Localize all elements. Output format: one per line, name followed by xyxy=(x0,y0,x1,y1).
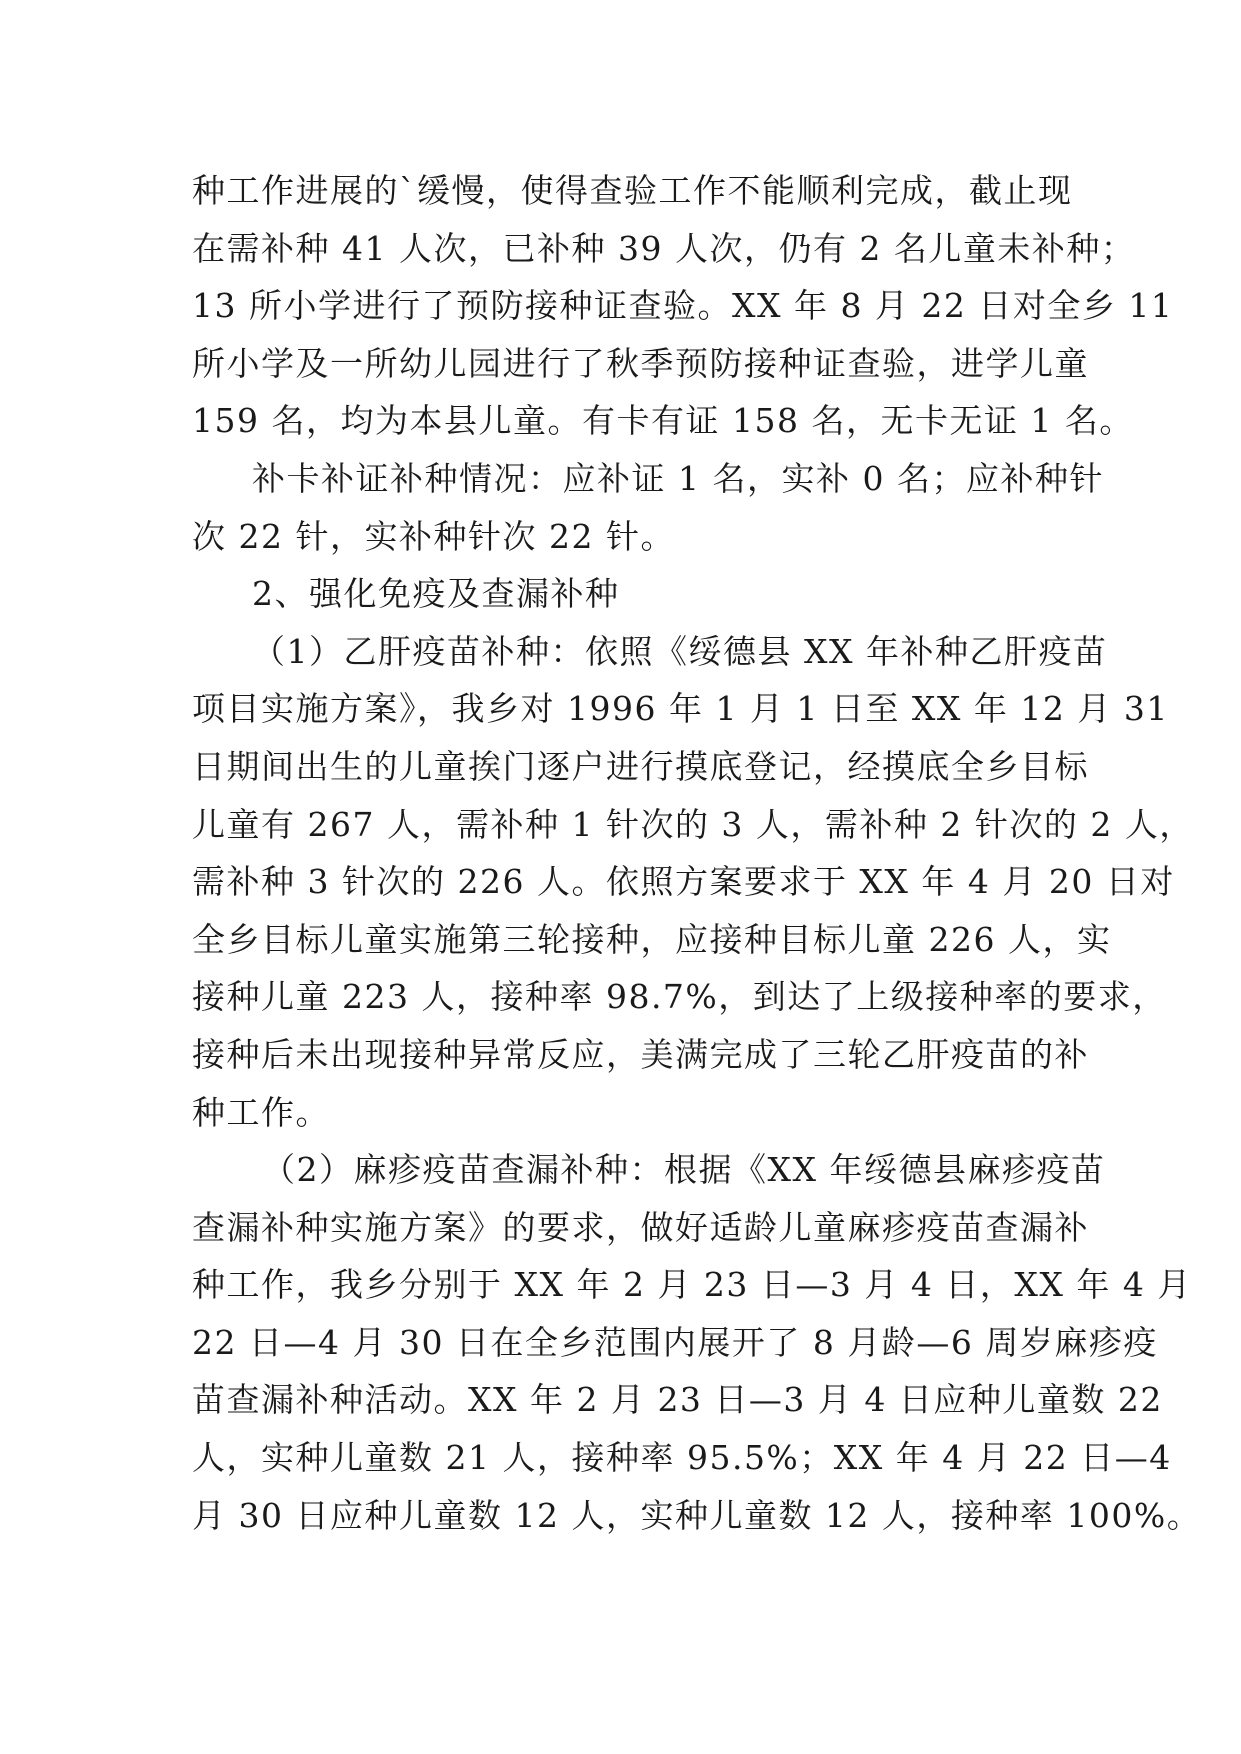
text-line: 接种儿童 223 人，接种率 98.7%，到达了上级接种率的要求， xyxy=(192,977,1167,1017)
text-line: 项目实施方案》，我乡对 1996 年 1 月 1 日至 XX 年 12 月 31 xyxy=(192,689,1169,729)
text-line: 全乡目标儿童实施第三轮接种，应接种目标儿童 226 人，实 xyxy=(192,919,1112,959)
text-line: 查漏补种实施方案》的要求，做好适龄儿童麻疹疫苗查漏补 xyxy=(192,1207,1089,1247)
paragraph-first-line: （2）麻疹疫苗查漏补种：根据《XX 年绥德县麻疹疫苗 xyxy=(262,1150,1106,1190)
paragraph-first-line: （1）乙肝疫苗补种：依照《绥德县 XX 年补种乙肝疫苗 xyxy=(252,631,1108,671)
text-line: 月 30 日应种儿童数 12 人，实种儿童数 12 人，接种率 100%。 xyxy=(192,1495,1202,1535)
text-line: 日期间出生的儿童挨门逐户进行摸底登记，经摸底全乡目标 xyxy=(192,746,1089,786)
text-line: 在需补种 41 人次，已补种 39 人次，仍有 2 名儿童未补种； xyxy=(192,228,1136,268)
text-line: 苗查漏补种活动。XX 年 2 月 23 日—3 月 4 日应种儿童数 22 xyxy=(192,1380,1163,1420)
text-line: 需补种 3 针次的 226 人。依照方案要求于 XX 年 4 月 20 日对 xyxy=(192,862,1175,902)
text-line: 种工作。 xyxy=(192,1092,330,1132)
paragraph-first-line: 补卡补证补种情况：应补证 1 名，实补 0 名；应补种针 xyxy=(252,458,1104,498)
body-text xyxy=(192,162,1202,1544)
text-line: 22 日—4 月 30 日在全乡范围内展开了 8 月龄—6 周岁麻疹疫 xyxy=(192,1322,1158,1362)
text-line: 种工作，我乡分别于 XX 年 2 月 23 日—3 月 4 日，XX 年 4 月 xyxy=(192,1265,1192,1305)
text-line: 儿童有 267 人，需补种 1 针次的 3 人，需补种 2 针次的 2 人， xyxy=(192,804,1194,844)
text-line: 人，实种儿童数 21 人，接种率 95.5%；XX 年 4 月 22 日—4 xyxy=(192,1438,1172,1478)
text-line: 159 名，均为本县儿童。有卡有证 158 名，无卡无证 1 名。 xyxy=(192,401,1134,441)
text-line: 13 所小学进行了预防接种证查验。XX 年 8 月 22 日对全乡 11 xyxy=(192,286,1174,326)
text-line: 所小学及一所幼儿园进行了秋季预防接种证查验，进学儿童 xyxy=(192,343,1089,383)
section-heading: 2、强化免疫及查漏补种 xyxy=(252,574,620,614)
text-line: 次 22 针，实补种针次 22 针。 xyxy=(192,516,675,556)
text-line: 种工作进展的`缓慢，使得查验工作不能顺利完成，截止现 xyxy=(192,171,1073,210)
text-line: 接种后未出现接种异常反应，美满完成了三轮乙肝疫苗的补 xyxy=(192,1034,1089,1074)
